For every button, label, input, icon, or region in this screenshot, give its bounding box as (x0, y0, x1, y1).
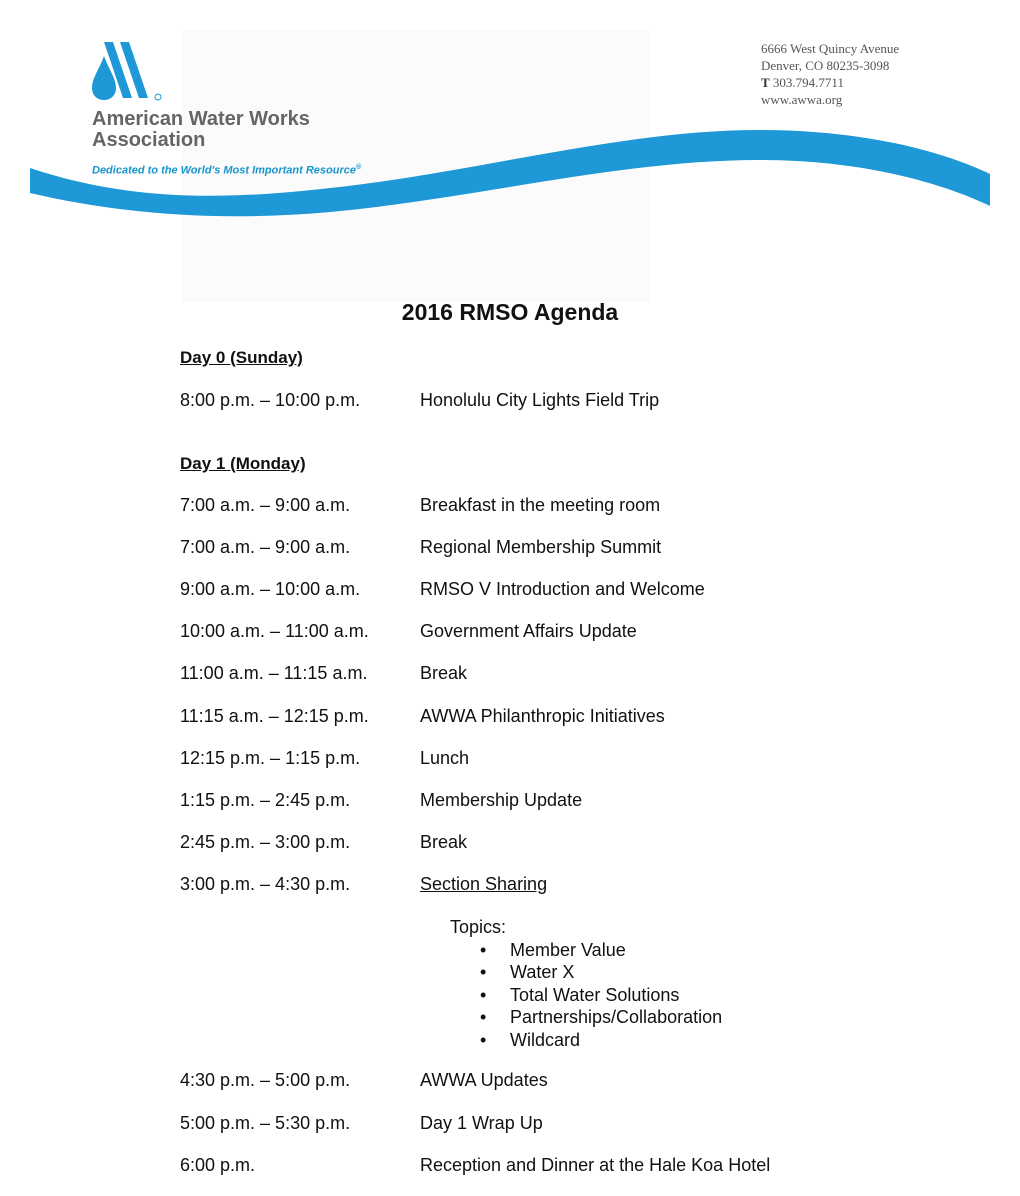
letterhead-wave-graphic (0, 0, 1020, 240)
organization-name: American Water Works Association (92, 108, 310, 151)
agenda-time: 11:00 a.m. – 11:15 a.m. (180, 663, 368, 683)
agenda-time: 6:00 p.m. (180, 1155, 256, 1175)
agenda-event: AWWA Philanthropic Initiatives (420, 706, 665, 726)
agenda-time: 2:45 p.m. – 3:00 p.m. (180, 832, 351, 852)
agenda-event: Lunch (420, 748, 470, 768)
agenda-title: 2016 RMSO Agenda (401, 299, 619, 325)
agenda-time: 3:00 p.m. – 4:30 p.m. (180, 874, 351, 894)
agenda-time: 8:00 p.m. – 10:00 p.m. (180, 390, 361, 410)
topic-text: Member Value (510, 939, 626, 960)
topics-list (450, 939, 722, 1052)
agenda-event: Honolulu City Lights Field Trip (420, 390, 660, 410)
agenda-time: 10:00 a.m. – 11:00 a.m. (180, 621, 369, 641)
agenda-time: 9:00 a.m. – 10:00 a.m. (180, 579, 361, 599)
agenda-event: Break (420, 832, 468, 852)
topic-text: Wildcard (510, 1029, 581, 1050)
topic-item (450, 984, 722, 1007)
day-0-heading: Day 0 (Sunday) (180, 348, 303, 367)
topic-item (450, 939, 722, 962)
agenda-time: 4:30 p.m. – 5:00 p.m. (180, 1070, 351, 1090)
agenda-event: Breakfast in the meeting room (420, 495, 661, 515)
website-link[interactable]: www.awwa.org (761, 92, 843, 107)
topic-item (450, 1006, 722, 1029)
agenda-event: Government Affairs Update (420, 621, 637, 641)
topic-item (450, 961, 722, 984)
agenda-event: Reception and Dinner at the Hale Koa Hotel (420, 1155, 771, 1175)
topic-text: Water X (510, 962, 575, 982)
agenda-time: 5:00 p.m. – 5:30 p.m. (180, 1113, 351, 1133)
topic-text: Partnerships/Collaboration (510, 1007, 723, 1027)
topics-block (450, 916, 722, 1051)
agenda-time: 7:00 a.m. – 9:00 a.m. (180, 537, 351, 557)
agenda-event: AWWA Updates (420, 1070, 548, 1090)
phone-prefix: T (761, 75, 770, 90)
agenda-event: RMSO V Introduction and Welcome (420, 579, 705, 599)
registered-mark: ® (356, 164, 362, 171)
agenda-time: 7:00 a.m. – 9:00 a.m. (180, 495, 351, 515)
address-line-1: 6666 West Quincy Avenue (761, 41, 900, 56)
tagline-text: Dedicated to the World's Most Important Resource (92, 164, 356, 177)
agenda-time: 12:15 p.m. – 1:15 p.m. (180, 748, 361, 768)
bullet: • (480, 962, 487, 982)
topic-text: Total Water Solutions (510, 984, 680, 1005)
agenda-time: 11:15 a.m. – 12:15 p.m. (180, 706, 369, 726)
agenda-time: 1:15 p.m. – 2:45 p.m. (180, 790, 351, 810)
topic-item (450, 1029, 722, 1052)
agenda-event: Regional Membership Summit (420, 537, 662, 557)
agenda-event: Membership Update (420, 790, 583, 810)
letterhead (0, 0, 1020, 240)
agenda-event: Break (420, 663, 468, 683)
bullet: • (480, 984, 487, 1005)
address-line-2: Denver, CO 80235-3098 (761, 58, 890, 73)
phone-number: 303.794.7711 (772, 75, 844, 90)
bullet: • (480, 1029, 487, 1050)
bullet: • (480, 1007, 487, 1027)
topics-label: Topics: (450, 917, 507, 937)
day-1-heading: Day 1 (Monday) (180, 454, 306, 473)
bullet: • (480, 939, 487, 960)
agenda-event: Section Sharing (420, 874, 548, 894)
agenda-event: Day 1 Wrap Up (420, 1113, 543, 1133)
